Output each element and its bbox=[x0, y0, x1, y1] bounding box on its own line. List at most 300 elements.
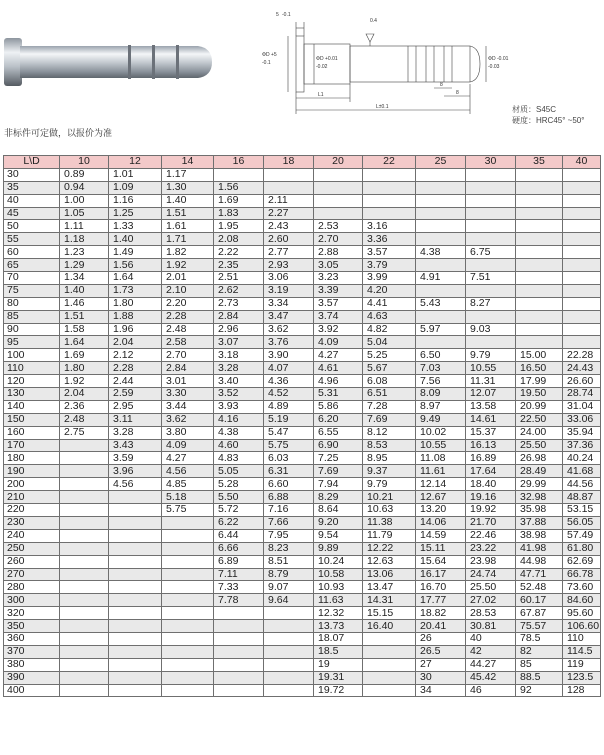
price-cell: 3.62 bbox=[162, 413, 214, 426]
price-cell bbox=[214, 607, 264, 620]
price-cell bbox=[60, 594, 109, 607]
price-cell: 3.99 bbox=[363, 272, 416, 285]
price-cell bbox=[363, 194, 416, 207]
price-cell: 31.04 bbox=[563, 400, 601, 413]
price-cell: 5.75 bbox=[162, 504, 214, 517]
price-cell: 15.11 bbox=[416, 542, 466, 555]
price-cell: 9.54 bbox=[314, 529, 363, 542]
table-row bbox=[4, 568, 601, 581]
length-cell: 210 bbox=[4, 491, 60, 504]
price-cell bbox=[516, 284, 563, 297]
price-cell bbox=[363, 168, 416, 181]
price-cell bbox=[516, 181, 563, 194]
price-cell: 7.28 bbox=[363, 400, 416, 413]
table-row bbox=[4, 516, 601, 529]
price-cell bbox=[162, 607, 214, 620]
price-cell: 2.44 bbox=[109, 375, 162, 388]
table-row bbox=[4, 426, 601, 439]
length-cell: 300 bbox=[4, 594, 60, 607]
price-cell: 3.62 bbox=[264, 323, 314, 336]
price-cell bbox=[109, 671, 162, 684]
price-cell bbox=[109, 632, 162, 645]
price-cell: 11.31 bbox=[466, 375, 516, 388]
price-cell: 7.94 bbox=[314, 478, 363, 491]
price-cell: 23.22 bbox=[466, 542, 516, 555]
price-cell: 35.94 bbox=[563, 426, 601, 439]
price-cell: 2.53 bbox=[314, 220, 363, 233]
material-label: 材质：S45C bbox=[512, 105, 557, 114]
table-row bbox=[4, 246, 601, 259]
price-cell: 24.00 bbox=[516, 426, 563, 439]
price-cell: 26.5 bbox=[416, 645, 466, 658]
price-cell: 6.75 bbox=[466, 246, 516, 259]
price-cell: 2.04 bbox=[109, 336, 162, 349]
price-cell: 78.5 bbox=[516, 632, 563, 645]
shank-diameter-label: ΦD +0.01 bbox=[316, 56, 338, 62]
price-cell: 1.92 bbox=[162, 259, 214, 272]
price-cell: 42 bbox=[466, 645, 516, 658]
price-cell bbox=[563, 284, 601, 297]
price-cell: 5.28 bbox=[214, 478, 264, 491]
price-cell: 8.95 bbox=[363, 452, 416, 465]
length-cell: 360 bbox=[4, 632, 60, 645]
price-cell bbox=[466, 168, 516, 181]
price-cell: 6.90 bbox=[314, 439, 363, 452]
price-cell bbox=[466, 181, 516, 194]
price-cell bbox=[162, 568, 214, 581]
length-cell: 75 bbox=[4, 284, 60, 297]
price-cell: 4.09 bbox=[162, 439, 214, 452]
price-cell: 3.05 bbox=[314, 259, 363, 272]
price-cell bbox=[214, 632, 264, 645]
hardness-label: 硬度：HRC45° ~50° bbox=[512, 116, 585, 125]
price-cell: 2.70 bbox=[314, 233, 363, 246]
price-cell: 6.66 bbox=[214, 542, 264, 555]
price-cell: 92 bbox=[516, 684, 563, 697]
price-cell bbox=[162, 684, 214, 697]
price-cell: 7.11 bbox=[214, 568, 264, 581]
price-cell: 9.49 bbox=[416, 413, 466, 426]
price-cell: 44.27 bbox=[466, 658, 516, 671]
price-cell: 4.09 bbox=[314, 336, 363, 349]
price-cell: 4.91 bbox=[416, 272, 466, 285]
table-row bbox=[4, 581, 601, 594]
price-cell: 75.57 bbox=[516, 620, 563, 633]
price-cell: 26.60 bbox=[563, 375, 601, 388]
price-table bbox=[3, 155, 601, 697]
price-cell bbox=[264, 168, 314, 181]
price-cell: 8.09 bbox=[416, 388, 466, 401]
groove-label: 8 bbox=[440, 82, 443, 88]
table-row bbox=[4, 478, 601, 491]
price-cell: 82 bbox=[516, 645, 563, 658]
price-cell: 3.96 bbox=[109, 465, 162, 478]
price-cell bbox=[109, 620, 162, 633]
table-row bbox=[4, 658, 601, 671]
price-cell bbox=[109, 645, 162, 658]
price-cell: 2.73 bbox=[214, 297, 264, 310]
price-cell: 2.48 bbox=[162, 323, 214, 336]
table-row bbox=[4, 310, 601, 323]
price-cell: 19.50 bbox=[516, 388, 563, 401]
price-cell: 37.88 bbox=[516, 516, 563, 529]
price-cell: 16.17 bbox=[416, 568, 466, 581]
price-cell bbox=[109, 568, 162, 581]
price-cell: 26 bbox=[416, 632, 466, 645]
price-cell: 7.69 bbox=[363, 413, 416, 426]
price-cell: 14.31 bbox=[363, 594, 416, 607]
price-cell: 4.85 bbox=[162, 478, 214, 491]
price-cell: 6.22 bbox=[214, 516, 264, 529]
price-cell: 2.12 bbox=[109, 349, 162, 362]
price-cell: 16.40 bbox=[363, 620, 416, 633]
price-cell bbox=[60, 516, 109, 529]
price-cell: 22.50 bbox=[516, 413, 563, 426]
price-cell: 2.43 bbox=[264, 220, 314, 233]
price-cell bbox=[109, 542, 162, 555]
shank-diameter-tol: -0.02 bbox=[316, 64, 328, 70]
length-cell: 390 bbox=[4, 671, 60, 684]
price-cell: 5.75 bbox=[264, 439, 314, 452]
price-cell: 2.75 bbox=[60, 426, 109, 439]
price-cell: 13.06 bbox=[363, 568, 416, 581]
price-cell bbox=[416, 284, 466, 297]
price-cell: 12.67 bbox=[416, 491, 466, 504]
price-cell: 5.31 bbox=[314, 388, 363, 401]
price-cell: 6.20 bbox=[314, 413, 363, 426]
price-cell: 4.27 bbox=[162, 452, 214, 465]
price-cell bbox=[516, 246, 563, 259]
price-cell: 5.86 bbox=[314, 400, 363, 413]
price-cell: 13.47 bbox=[363, 581, 416, 594]
length-cell: 160 bbox=[4, 426, 60, 439]
price-cell: 41.98 bbox=[516, 542, 563, 555]
price-cell bbox=[109, 684, 162, 697]
price-cell: 0.94 bbox=[60, 181, 109, 194]
price-cell: 7.78 bbox=[214, 594, 264, 607]
length-cell: 260 bbox=[4, 555, 60, 568]
price-cell: 95.60 bbox=[563, 607, 601, 620]
price-cell: 11.08 bbox=[416, 452, 466, 465]
price-cell: 4.60 bbox=[214, 439, 264, 452]
price-cell bbox=[563, 323, 601, 336]
price-cell bbox=[563, 194, 601, 207]
price-cell: 1.34 bbox=[60, 272, 109, 285]
price-cell: 66.78 bbox=[563, 568, 601, 581]
price-cell: 2.04 bbox=[60, 388, 109, 401]
price-cell: 3.34 bbox=[264, 297, 314, 310]
price-cell: 28.49 bbox=[516, 465, 563, 478]
price-cell: 11.79 bbox=[363, 529, 416, 542]
price-cell: 2.10 bbox=[162, 284, 214, 297]
price-cell: 2.28 bbox=[109, 362, 162, 375]
price-cell: 3.23 bbox=[314, 272, 363, 285]
table-row bbox=[4, 684, 601, 697]
price-cell: 8.29 bbox=[314, 491, 363, 504]
price-cell: 88.5 bbox=[516, 671, 563, 684]
table-row bbox=[4, 452, 601, 465]
price-cell: 3.40 bbox=[214, 375, 264, 388]
price-cell: 6.50 bbox=[416, 349, 466, 362]
price-cell: 2.20 bbox=[162, 297, 214, 310]
price-cell bbox=[563, 272, 601, 285]
price-cell bbox=[363, 684, 416, 697]
price-cell: 1.56 bbox=[214, 181, 264, 194]
body-diameter-label: ΦD -0.01 bbox=[488, 56, 509, 62]
price-cell: 3.39 bbox=[314, 284, 363, 297]
table-row bbox=[4, 632, 601, 645]
header-diameter-25: 25 bbox=[416, 156, 466, 169]
table-row bbox=[4, 272, 601, 285]
price-cell: 6.60 bbox=[264, 478, 314, 491]
price-cell bbox=[516, 297, 563, 310]
price-cell bbox=[60, 439, 109, 452]
price-cell: 4.38 bbox=[214, 426, 264, 439]
price-cell: 1.25 bbox=[109, 207, 162, 220]
price-cell: 1.18 bbox=[60, 233, 109, 246]
price-cell: 1.09 bbox=[109, 181, 162, 194]
price-cell: 9.37 bbox=[363, 465, 416, 478]
price-cell: 7.33 bbox=[214, 581, 264, 594]
price-cell: 85 bbox=[516, 658, 563, 671]
price-cell: 19.31 bbox=[314, 671, 363, 684]
price-cell: 1.05 bbox=[60, 207, 109, 220]
price-cell bbox=[60, 542, 109, 555]
price-cell: 1.49 bbox=[109, 246, 162, 259]
price-cell: 2.11 bbox=[264, 194, 314, 207]
price-cell: 3.19 bbox=[264, 284, 314, 297]
length-cell: 100 bbox=[4, 349, 60, 362]
price-cell bbox=[363, 181, 416, 194]
price-cell: 128 bbox=[563, 684, 601, 697]
price-cell: 6.89 bbox=[214, 555, 264, 568]
table-row bbox=[4, 168, 601, 181]
price-cell: 3.28 bbox=[214, 362, 264, 375]
price-cell: 5.18 bbox=[162, 491, 214, 504]
table-row bbox=[4, 349, 601, 362]
price-cell bbox=[466, 220, 516, 233]
price-cell bbox=[363, 207, 416, 220]
price-cell bbox=[162, 594, 214, 607]
table-row bbox=[4, 297, 601, 310]
price-cell: 1.92 bbox=[60, 375, 109, 388]
price-cell: 1.58 bbox=[60, 323, 109, 336]
price-cell: 12.22 bbox=[363, 542, 416, 555]
price-cell: 9.64 bbox=[264, 594, 314, 607]
price-cell: 1.69 bbox=[214, 194, 264, 207]
price-cell: 1.29 bbox=[60, 259, 109, 272]
price-cell: 1.82 bbox=[162, 246, 214, 259]
price-cell: 4.56 bbox=[109, 478, 162, 491]
price-cell bbox=[516, 272, 563, 285]
price-cell: 1.64 bbox=[109, 272, 162, 285]
price-cell: 3.76 bbox=[264, 336, 314, 349]
price-cell: 23.98 bbox=[466, 555, 516, 568]
price-cell: 20.99 bbox=[516, 400, 563, 413]
price-cell: 14.59 bbox=[416, 529, 466, 542]
price-cell bbox=[516, 168, 563, 181]
price-cell: 10.24 bbox=[314, 555, 363, 568]
price-cell: 10.02 bbox=[416, 426, 466, 439]
price-cell: 5.04 bbox=[363, 336, 416, 349]
price-cell bbox=[314, 194, 363, 207]
head-diameter-tol: -0.1 bbox=[262, 60, 271, 66]
price-cell: 3.06 bbox=[264, 272, 314, 285]
price-cell: 8.51 bbox=[264, 555, 314, 568]
price-cell bbox=[60, 568, 109, 581]
price-cell bbox=[563, 297, 601, 310]
price-cell: 15.37 bbox=[466, 426, 516, 439]
price-cell bbox=[162, 516, 214, 529]
length-cell: 80 bbox=[4, 297, 60, 310]
price-cell: 3.47 bbox=[264, 310, 314, 323]
price-cell: 29.99 bbox=[516, 478, 563, 491]
price-cell bbox=[466, 310, 516, 323]
length-cell: 40 bbox=[4, 194, 60, 207]
price-cell: 6.88 bbox=[264, 491, 314, 504]
price-cell: 11.61 bbox=[416, 465, 466, 478]
price-cell: 1.23 bbox=[60, 246, 109, 259]
table-row bbox=[4, 529, 601, 542]
table-row bbox=[4, 413, 601, 426]
table-body bbox=[4, 168, 601, 697]
price-cell bbox=[214, 620, 264, 633]
roughness-label: 0.4 bbox=[370, 18, 377, 24]
price-cell bbox=[516, 233, 563, 246]
price-cell: 3.07 bbox=[214, 336, 264, 349]
price-cell: 60.17 bbox=[516, 594, 563, 607]
price-cell: 4.38 bbox=[416, 246, 466, 259]
price-cell: 6.03 bbox=[264, 452, 314, 465]
table-row bbox=[4, 491, 601, 504]
price-cell bbox=[416, 207, 466, 220]
price-cell bbox=[416, 259, 466, 272]
price-cell: 1.73 bbox=[109, 284, 162, 297]
price-cell: 40 bbox=[466, 632, 516, 645]
price-cell: 2.77 bbox=[264, 246, 314, 259]
price-cell bbox=[563, 168, 601, 181]
price-cell: 123.5 bbox=[563, 671, 601, 684]
length-cell: 120 bbox=[4, 375, 60, 388]
price-cell bbox=[563, 310, 601, 323]
price-cell bbox=[563, 181, 601, 194]
price-cell: 2.93 bbox=[264, 259, 314, 272]
price-cell: 19 bbox=[314, 658, 363, 671]
price-cell: 4.41 bbox=[363, 297, 416, 310]
price-cell bbox=[60, 491, 109, 504]
price-cell: 1.95 bbox=[214, 220, 264, 233]
price-cell: 10.63 bbox=[363, 504, 416, 517]
price-cell: 11.63 bbox=[314, 594, 363, 607]
price-cell: 3.92 bbox=[314, 323, 363, 336]
price-cell: 2.27 bbox=[264, 207, 314, 220]
price-cell: 1.96 bbox=[109, 323, 162, 336]
price-cell: 44.98 bbox=[516, 555, 563, 568]
price-cell: 19.92 bbox=[466, 504, 516, 517]
price-cell bbox=[416, 233, 466, 246]
price-cell: 2.70 bbox=[162, 349, 214, 362]
table-row bbox=[4, 388, 601, 401]
price-cell: 110 bbox=[563, 632, 601, 645]
table-row bbox=[4, 362, 601, 375]
table-row bbox=[4, 375, 601, 388]
length-cell: 65 bbox=[4, 259, 60, 272]
price-cell: 17.77 bbox=[416, 594, 466, 607]
price-cell: 3.11 bbox=[109, 413, 162, 426]
price-cell: 7.95 bbox=[264, 529, 314, 542]
price-cell: 46 bbox=[466, 684, 516, 697]
price-cell: 6.08 bbox=[363, 375, 416, 388]
price-cell: 12.14 bbox=[416, 478, 466, 491]
price-cell: 22.46 bbox=[466, 529, 516, 542]
price-cell bbox=[516, 194, 563, 207]
price-cell: 106.60 bbox=[563, 620, 601, 633]
price-cell: 7.25 bbox=[314, 452, 363, 465]
price-cell: 3.30 bbox=[162, 388, 214, 401]
price-cell: 8.64 bbox=[314, 504, 363, 517]
price-cell: 48.87 bbox=[563, 491, 601, 504]
price-cell: 1.64 bbox=[60, 336, 109, 349]
price-cell: 15.64 bbox=[416, 555, 466, 568]
table-row bbox=[4, 542, 601, 555]
price-cell bbox=[416, 336, 466, 349]
length-cell: 250 bbox=[4, 542, 60, 555]
table-row bbox=[4, 620, 601, 633]
table-row bbox=[4, 671, 601, 684]
price-cell bbox=[60, 620, 109, 633]
price-cell bbox=[214, 684, 264, 697]
price-cell: 4.20 bbox=[363, 284, 416, 297]
price-cell: 5.50 bbox=[214, 491, 264, 504]
price-cell bbox=[466, 336, 516, 349]
price-cell: 2.48 bbox=[60, 413, 109, 426]
header-diameter-22: 22 bbox=[363, 156, 416, 169]
price-cell bbox=[109, 516, 162, 529]
price-cell: 62.69 bbox=[563, 555, 601, 568]
price-cell: 8.97 bbox=[416, 400, 466, 413]
price-cell bbox=[162, 632, 214, 645]
price-cell: 2.59 bbox=[109, 388, 162, 401]
price-cell bbox=[363, 671, 416, 684]
price-cell bbox=[563, 259, 601, 272]
length-cell: 95 bbox=[4, 336, 60, 349]
price-cell bbox=[109, 529, 162, 542]
price-cell bbox=[60, 607, 109, 620]
price-cell: 114.5 bbox=[563, 645, 601, 658]
price-cell: 17.64 bbox=[466, 465, 516, 478]
length-cell: 320 bbox=[4, 607, 60, 620]
price-cell: 7.03 bbox=[416, 362, 466, 375]
length-cell: 55 bbox=[4, 233, 60, 246]
price-cell: 4.82 bbox=[363, 323, 416, 336]
head-diameter-label: ΦD +5 bbox=[262, 52, 277, 58]
price-cell: 24.43 bbox=[563, 362, 601, 375]
price-cell: 5.67 bbox=[363, 362, 416, 375]
price-cell: 40.24 bbox=[563, 452, 601, 465]
length-cell: 180 bbox=[4, 452, 60, 465]
price-cell: 12.32 bbox=[314, 607, 363, 620]
price-cell bbox=[60, 452, 109, 465]
price-cell: 38.98 bbox=[516, 529, 563, 542]
price-cell bbox=[314, 207, 363, 220]
price-cell: 14.61 bbox=[466, 413, 516, 426]
price-cell bbox=[60, 555, 109, 568]
price-cell: 1.17 bbox=[162, 168, 214, 181]
price-cell bbox=[563, 336, 601, 349]
price-cell bbox=[214, 168, 264, 181]
price-cell bbox=[60, 645, 109, 658]
price-cell bbox=[516, 323, 563, 336]
